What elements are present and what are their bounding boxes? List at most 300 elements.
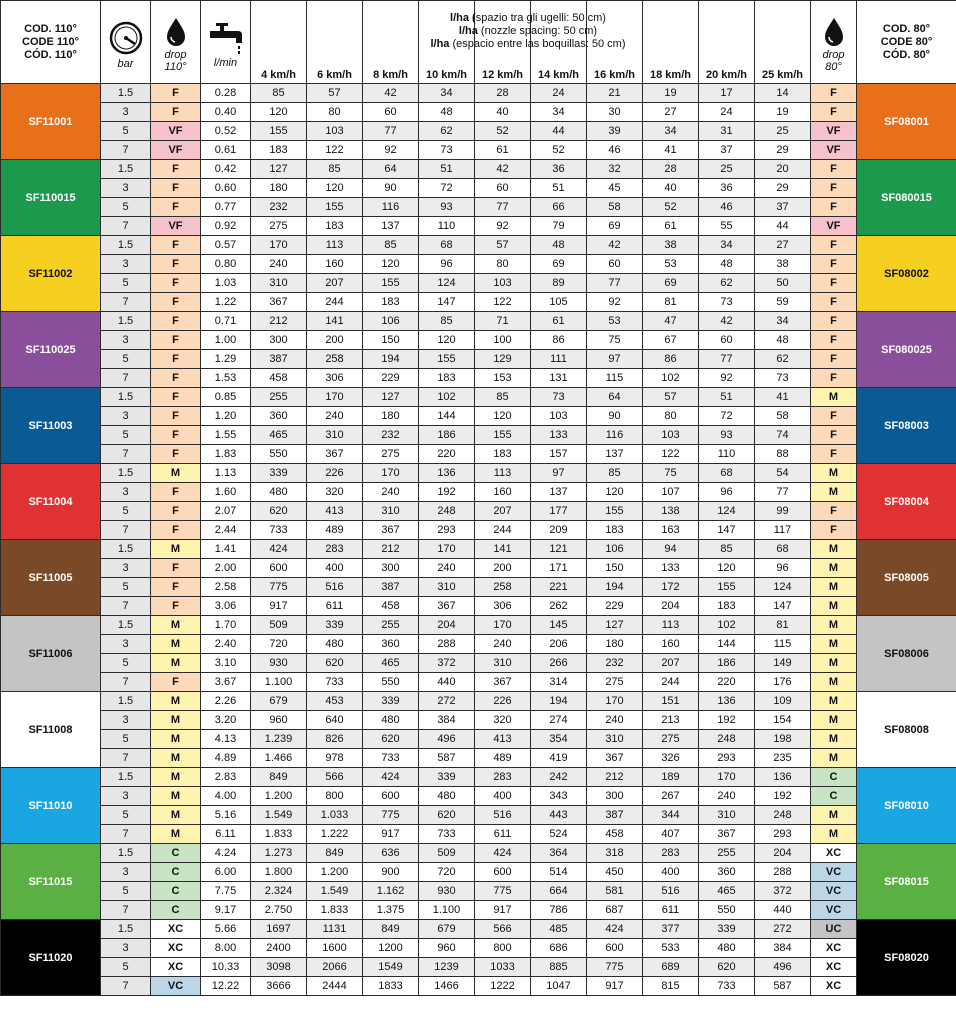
drop-class-80: M (811, 711, 857, 730)
rate-cell: 367 (363, 521, 419, 540)
rate-cell: 733 (699, 977, 755, 996)
flow-cell: 6.11 (201, 825, 251, 844)
rate-cell: 640 (307, 711, 363, 730)
rate-cell: 2400 (251, 939, 307, 958)
drop-class-110: M (151, 768, 201, 787)
pressure-cell: 1.5 (101, 160, 151, 179)
nozzle-code-110: SF11008 (1, 692, 101, 768)
rate-cell: 102 (699, 616, 755, 635)
rate-cell: 320 (475, 711, 531, 730)
rate-cell: 127 (587, 616, 643, 635)
rate-cell: 145 (531, 616, 587, 635)
rate-cell: 194 (587, 578, 643, 597)
rate-cell: 57 (643, 388, 699, 407)
table-row (1, 635, 956, 654)
flow-cell: 0.71 (201, 312, 251, 331)
rate-cell: 106 (363, 312, 419, 331)
rate-cell: 99 (755, 502, 811, 521)
table-row (1, 844, 956, 863)
rate-cell: 496 (419, 730, 475, 749)
rate-cell: 155 (307, 198, 363, 217)
rate-cell: 372 (419, 654, 475, 673)
rate-cell: 384 (419, 711, 475, 730)
drop-class-110: F (151, 369, 201, 388)
rate-cell: 155 (699, 578, 755, 597)
rate-cell: 183 (475, 445, 531, 464)
rate-cell: 88 (755, 445, 811, 464)
flow-cell: 2.44 (201, 521, 251, 540)
rate-cell: 620 (307, 654, 363, 673)
rate-cell: 180 (251, 179, 307, 198)
rate-cell: 28 (643, 160, 699, 179)
rate-cell: 240 (363, 483, 419, 502)
pressure-cell: 1.5 (101, 388, 151, 407)
rate-cell: 86 (531, 331, 587, 350)
rate-cell: 978 (307, 749, 363, 768)
pressure-cell: 1.5 (101, 236, 151, 255)
rate-cell: 14 (755, 84, 811, 103)
rate-cell: 198 (755, 730, 811, 749)
rate-cell: 244 (475, 521, 531, 540)
rate-cell: 240 (251, 255, 307, 274)
rate-cell: 113 (643, 616, 699, 635)
rate-cell: 480 (307, 635, 363, 654)
rate-cell: 310 (419, 578, 475, 597)
rate-cell: 97 (531, 464, 587, 483)
pressure-cell: 1.5 (101, 540, 151, 559)
rate-cell: 60 (699, 331, 755, 350)
drop-class-110: VF (151, 122, 201, 141)
rate-cell: 62 (419, 122, 475, 141)
nozzle-code-110: SF11010 (1, 768, 101, 844)
rate-cell: 275 (587, 673, 643, 692)
rate-cell: 25 (755, 122, 811, 141)
drop-class-80: F (811, 255, 857, 274)
table-row (1, 711, 956, 730)
rate-cell: 387 (587, 806, 643, 825)
flow-cell: 4.24 (201, 844, 251, 863)
rate-cell: 679 (419, 920, 475, 939)
drop-class-110: F (151, 388, 201, 407)
rate-cell: 120 (307, 179, 363, 198)
rate-cell: 344 (643, 806, 699, 825)
drop-class-110: F (151, 426, 201, 445)
rate-cell: 48 (755, 331, 811, 350)
rate-cell: 34 (755, 312, 811, 331)
rate-cell: 885 (531, 958, 587, 977)
rate-cell: 2444 (307, 977, 363, 996)
rate-cell: 424 (251, 540, 307, 559)
rate-cell: 25 (699, 160, 755, 179)
rate-cell: 57 (307, 84, 363, 103)
drop-class-110: M (151, 711, 201, 730)
rate-cell: 92 (699, 369, 755, 388)
table-row (1, 103, 956, 122)
rate-cell: 53 (587, 312, 643, 331)
rate-cell: 733 (307, 673, 363, 692)
rate-cell: 212 (587, 768, 643, 787)
rate-cell: 75 (587, 331, 643, 350)
rate-cell: 147 (699, 521, 755, 540)
drop-class-80: F (811, 350, 857, 369)
rate-cell: 364 (531, 844, 587, 863)
speed-col-header: 6 km/h (307, 1, 363, 84)
table-row (1, 179, 956, 198)
nozzle-code-80: SF08002 (857, 236, 956, 312)
rate-cell: 258 (475, 578, 531, 597)
rate-cell: 200 (307, 331, 363, 350)
rate-cell: 24 (699, 103, 755, 122)
rate-cell: 68 (755, 540, 811, 559)
drop-class-80: M (811, 578, 857, 597)
rate-cell: 40 (643, 179, 699, 198)
flow-cell: 0.40 (201, 103, 251, 122)
rate-cell: 37 (699, 141, 755, 160)
rate-cell: 50 (755, 274, 811, 293)
rate-cell: 103 (643, 426, 699, 445)
rate-cell: 109 (755, 692, 811, 711)
rate-cell: 566 (307, 768, 363, 787)
drop-class-80: XC (811, 977, 857, 996)
pressure-cell: 3 (101, 103, 151, 122)
rate-cell: 248 (419, 502, 475, 521)
pressure-gauge-icon (108, 20, 144, 56)
flow-cell: 3.20 (201, 711, 251, 730)
drop-class-110: F (151, 255, 201, 274)
rate-cell: 48 (531, 236, 587, 255)
drop-class-110: M (151, 635, 201, 654)
rate-cell: 34 (643, 122, 699, 141)
rate-cell: 489 (307, 521, 363, 540)
rate-cell: 116 (363, 198, 419, 217)
rate-cell: 67 (643, 331, 699, 350)
flow-cell: 1.70 (201, 616, 251, 635)
drop-class-80: F (811, 445, 857, 464)
rate-cell: 310 (699, 806, 755, 825)
rate-cell: 92 (587, 293, 643, 312)
pressure-cell: 1.5 (101, 84, 151, 103)
drop-class-110: VF (151, 217, 201, 236)
rate-cell: 61 (531, 312, 587, 331)
rate-cell: 288 (419, 635, 475, 654)
rate-cell: 58 (587, 198, 643, 217)
rate-cell: 160 (475, 483, 531, 502)
rate-cell: 61 (475, 141, 531, 160)
table-row (1, 863, 956, 882)
rate-cell: 192 (755, 787, 811, 806)
pressure-cell: 7 (101, 217, 151, 236)
rate-cell: 51 (419, 160, 475, 179)
rate-cell: 917 (363, 825, 419, 844)
rate-cell: 60 (363, 103, 419, 122)
rate-cell: 113 (475, 464, 531, 483)
rate-cell: 60 (587, 255, 643, 274)
drop-class-110: M (151, 787, 201, 806)
rate-cell: 120 (419, 331, 475, 350)
pressure-cell: 7 (101, 141, 151, 160)
rate-cell: 248 (699, 730, 755, 749)
speed-col-header: 8 km/h (363, 1, 419, 84)
drop-class-110: M (151, 825, 201, 844)
pressure-cell: 5 (101, 502, 151, 521)
rate-cell: 581 (587, 882, 643, 901)
rate-cell: 96 (699, 483, 755, 502)
rate-cell: 533 (643, 939, 699, 958)
rate-cell: 600 (363, 787, 419, 806)
rate-cell: 1.273 (251, 844, 307, 863)
rate-cell: 40 (475, 103, 531, 122)
rate-cell: 46 (699, 198, 755, 217)
rate-cell: 19 (755, 103, 811, 122)
rate-cell: 636 (363, 844, 419, 863)
drop-class-110: C (151, 863, 201, 882)
table-row (1, 198, 956, 217)
rate-cell: 141 (475, 540, 531, 559)
rate-cell: 1.200 (251, 787, 307, 806)
table-row (1, 445, 956, 464)
pressure-cell: 3 (101, 863, 151, 882)
drop-class-110: F (151, 198, 201, 217)
rate-cell: 611 (475, 825, 531, 844)
rate-cell: 1.239 (251, 730, 307, 749)
flow-cell: 0.57 (201, 236, 251, 255)
rate-cell: 34 (699, 236, 755, 255)
pressure-cell: 7 (101, 293, 151, 312)
rate-cell: 68 (419, 236, 475, 255)
rate-cell: 1.549 (251, 806, 307, 825)
drop-class-80: M (811, 464, 857, 483)
rate-cell: 47 (643, 312, 699, 331)
drop-class-110: C (151, 844, 201, 863)
rate-cell: 30 (587, 103, 643, 122)
rate-cell: 600 (587, 939, 643, 958)
drop-80-header: drop 80° (811, 1, 857, 84)
rate-cell: 283 (643, 844, 699, 863)
flow-cell: 2.00 (201, 559, 251, 578)
drop-class-80: M (811, 540, 857, 559)
pressure-cell: 7 (101, 901, 151, 920)
rate-cell: 122 (643, 445, 699, 464)
flow-cell: 2.83 (201, 768, 251, 787)
rate-cell: 17 (699, 84, 755, 103)
rate-cell: 90 (363, 179, 419, 198)
nozzle-code-80: SF08015 (857, 844, 956, 920)
rate-cell: 458 (363, 597, 419, 616)
table-row (1, 350, 956, 369)
rate-cell: 310 (363, 502, 419, 521)
rate-cell: 51 (699, 388, 755, 407)
pressure-cell: 3 (101, 255, 151, 274)
drop-class-110: F (151, 445, 201, 464)
rate-cell: 170 (419, 540, 475, 559)
pressure-cell: 3 (101, 179, 151, 198)
rate-cell: 42 (475, 160, 531, 179)
rate-cell: 120 (251, 103, 307, 122)
rate-cell: 69 (531, 255, 587, 274)
rate-cell: 266 (531, 654, 587, 673)
rate-cell: 220 (419, 445, 475, 464)
drop-class-110: F (151, 673, 201, 692)
flow-cell: 0.42 (201, 160, 251, 179)
rate-cell: 194 (531, 692, 587, 711)
rate-cell: 170 (587, 692, 643, 711)
rate-cell: 45 (587, 179, 643, 198)
faucet-icon (208, 21, 244, 55)
drop-class-80: M (811, 749, 857, 768)
flow-cell: 1.13 (201, 464, 251, 483)
rate-cell: 122 (307, 141, 363, 160)
rate-cell: 465 (699, 882, 755, 901)
speed-col-header: 18 km/h (643, 1, 699, 84)
drop-class-110: F (151, 103, 201, 122)
rate-cell: 786 (531, 901, 587, 920)
rate-cell: 52 (643, 198, 699, 217)
drop-class-80: VC (811, 901, 857, 920)
rate-cell: 400 (475, 787, 531, 806)
table-row (1, 901, 956, 920)
drop-class-110: VC (151, 977, 201, 996)
table-row (1, 369, 956, 388)
rate-cell: 367 (251, 293, 307, 312)
rate-cell: 124 (699, 502, 755, 521)
rate-cell: 775 (475, 882, 531, 901)
rate-cell: 255 (699, 844, 755, 863)
table-row (1, 616, 956, 635)
rate-cell: 137 (531, 483, 587, 502)
drop-class-110: M (151, 464, 201, 483)
rate-cell: 267 (643, 787, 699, 806)
rate-cell: 3098 (251, 958, 307, 977)
drop-class-80: C (811, 768, 857, 787)
drop-class-110: F (151, 236, 201, 255)
rate-cell: 550 (251, 445, 307, 464)
rate-cell: 600 (251, 559, 307, 578)
rate-cell: 120 (363, 255, 419, 274)
rate-cell: 1.100 (419, 901, 475, 920)
rate-cell: 240 (307, 407, 363, 426)
rate-cell: 480 (363, 711, 419, 730)
drop-class-80: M (811, 692, 857, 711)
rate-cell: 240 (419, 559, 475, 578)
rate-cell: 1.033 (307, 806, 363, 825)
flow-cell: 0.61 (201, 141, 251, 160)
pressure-cell: 7 (101, 673, 151, 692)
rate-cell: 1697 (251, 920, 307, 939)
rate-cell: 77 (755, 483, 811, 502)
flow-cell: 0.28 (201, 84, 251, 103)
flow-cell: 4.13 (201, 730, 251, 749)
flow-cell: 1.83 (201, 445, 251, 464)
rate-cell: 61 (643, 217, 699, 236)
rate-cell: 155 (419, 350, 475, 369)
rate-cell: 204 (643, 597, 699, 616)
rate-cell: 453 (307, 692, 363, 711)
rate-cell: 377 (643, 920, 699, 939)
pressure-cell: 3 (101, 407, 151, 426)
drop-class-110: XC (151, 920, 201, 939)
rate-cell: 52 (475, 122, 531, 141)
rate-cell: 48 (419, 103, 475, 122)
rate-cell: 153 (475, 369, 531, 388)
table-row (1, 141, 956, 160)
rate-cell: 53 (643, 255, 699, 274)
rate-cell: 293 (755, 825, 811, 844)
pressure-cell: 7 (101, 597, 151, 616)
table-row (1, 331, 956, 350)
rate-cell: 720 (419, 863, 475, 882)
rate-cell: 480 (419, 787, 475, 806)
table-row (1, 426, 956, 445)
rate-cell: 229 (587, 597, 643, 616)
rate-cell: 204 (419, 616, 475, 635)
pressure-cell: 1.5 (101, 312, 151, 331)
rate-cell: 272 (419, 692, 475, 711)
table-row (1, 388, 956, 407)
rate-cell: 186 (419, 426, 475, 445)
rate-cell: 51 (531, 179, 587, 198)
flow-label: l/min (213, 57, 238, 69)
rate-cell: 1.800 (251, 863, 307, 882)
table-row (1, 977, 956, 996)
rate-cell: 687 (587, 901, 643, 920)
speed-col-header: 20 km/h (699, 1, 755, 84)
nozzle-code-110: SF11020 (1, 920, 101, 996)
drop-class-110: VF (151, 141, 201, 160)
table-body (1, 84, 956, 996)
rate-cell: 85 (251, 84, 307, 103)
drop-class-80: F (811, 331, 857, 350)
drop-class-80: XC (811, 939, 857, 958)
pressure-cell: 3 (101, 331, 151, 350)
drop-class-110: F (151, 559, 201, 578)
flow-cell: 1.41 (201, 540, 251, 559)
flow-cell: 0.77 (201, 198, 251, 217)
rate-cell: 213 (643, 711, 699, 730)
table-row (1, 483, 956, 502)
rate-cell: 57 (475, 236, 531, 255)
rate-cell: 733 (363, 749, 419, 768)
rate-cell: 77 (363, 122, 419, 141)
rate-cell: 170 (363, 464, 419, 483)
rate-cell: 229 (363, 369, 419, 388)
table-row (1, 407, 956, 426)
rate-cell: 458 (251, 369, 307, 388)
rate-cell: 310 (475, 654, 531, 673)
rate-cell: 34 (419, 84, 475, 103)
drop-class-110: F (151, 274, 201, 293)
rate-cell: 2066 (307, 958, 363, 977)
rate-cell: 275 (251, 217, 307, 236)
rate-cell: 611 (643, 901, 699, 920)
drop-class-110: F (151, 483, 201, 502)
rate-cell: 29 (755, 141, 811, 160)
rate-cell: 138 (643, 502, 699, 521)
pressure-cell: 5 (101, 350, 151, 369)
rate-cell: 85 (307, 160, 363, 179)
drop-class-80: F (811, 426, 857, 445)
rate-cell: 117 (755, 521, 811, 540)
rate-cell: 150 (363, 331, 419, 350)
rate-cell: 600 (475, 863, 531, 882)
rate-cell: 443 (531, 806, 587, 825)
rate-cell: 80 (475, 255, 531, 274)
rate-cell: 255 (363, 616, 419, 635)
rate-cell: 39 (587, 122, 643, 141)
rate-cell: 235 (755, 749, 811, 768)
pressure-cell: 1.5 (101, 692, 151, 711)
rate-cell: 60 (475, 179, 531, 198)
table-row (1, 236, 956, 255)
